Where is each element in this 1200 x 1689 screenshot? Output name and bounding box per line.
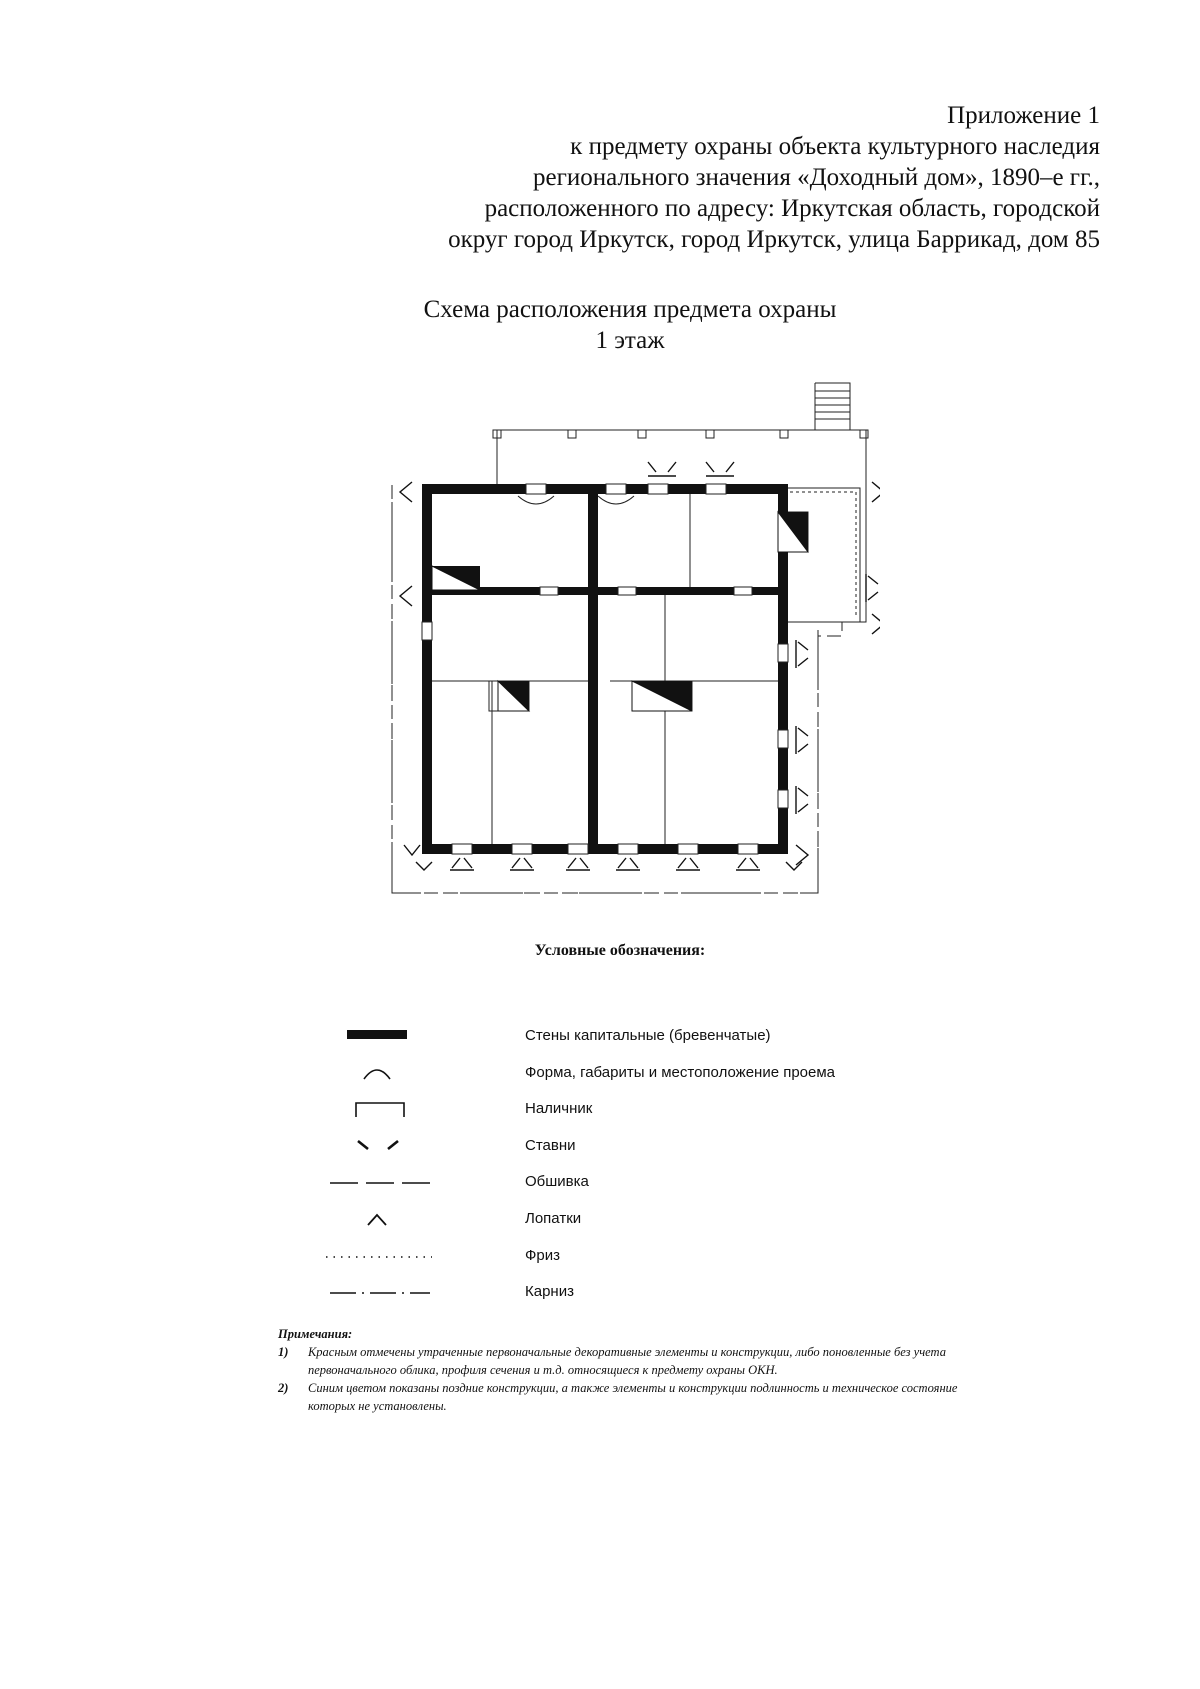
legend-title: Условные обозначения: (534, 942, 706, 959)
note-item (278, 1379, 998, 1415)
caret-icon (320, 1205, 440, 1235)
appendix-address-line-2: округ город Иркутск, город Иркутск, улица Баррикад, дом 85 (448, 226, 1100, 253)
notes (278, 1325, 998, 1415)
legend-label: Стены капитальные (бревенчатые) (525, 1027, 771, 1044)
appendix-subject-line: к предмету охраны объекта культурного наследия (570, 133, 1100, 160)
appendix-number: Приложение 1 (947, 102, 1100, 129)
shutters-icon (320, 1132, 440, 1162)
capital-walls (422, 484, 788, 854)
bracket-icon (320, 1095, 440, 1125)
note-item (278, 1343, 998, 1379)
legend-label: Форма, габариты и местоположение проема (525, 1063, 836, 1081)
legend-row (320, 1059, 920, 1096)
appendix-address-line-1: расположенного по адресу: Иркутская область, городской (484, 195, 1100, 222)
dashed-line-icon (320, 1168, 440, 1198)
thick-bar-icon (320, 1022, 440, 1052)
legend-label: Карниз (525, 1283, 574, 1301)
cladding-outline (392, 485, 842, 893)
note-text: Синим цветом показаны поздние конструкции, а также элементы и конструкции подлинность и техническое состояние которых не установлены. (308, 1381, 958, 1413)
note-text: Красным отмечены утраченные первоначальные декоративные элементы и конструкции, либо поновленные без учета первоначального облика, профиля сечения и т.д. относящиеся к предмету охраны ОКН. (308, 1345, 946, 1377)
appendix-object-line: регионального значения «Доходный дом», 1890–е гг., (533, 164, 1100, 191)
legend-row (320, 1205, 920, 1242)
legend (320, 1022, 920, 1315)
legend-row (320, 1022, 920, 1059)
dashed-boundary (392, 485, 818, 893)
dash-dot-line-icon (320, 1278, 440, 1308)
arc-icon (320, 1059, 440, 1089)
legend-label: Фриз (525, 1246, 561, 1264)
legend-row (320, 1168, 920, 1205)
appendix-header (340, 100, 1100, 255)
legend-label: Обшивка (525, 1173, 589, 1191)
legend-row (320, 1132, 920, 1169)
scheme-title-block (300, 294, 960, 356)
floor-plan-drawing (380, 375, 880, 905)
annex-hatch (790, 492, 856, 618)
stair-outline (815, 383, 850, 430)
note-number: 2) (278, 1381, 289, 1395)
legend-row (320, 1242, 920, 1279)
legend-row (320, 1278, 920, 1315)
legend-label: Ставни (525, 1136, 576, 1154)
floor-label: 1 этаж (595, 327, 665, 354)
legend-label: Лопатки (525, 1209, 582, 1227)
legend-row (320, 1095, 920, 1132)
openings (422, 484, 788, 854)
dotted-line-icon (320, 1242, 440, 1272)
partitions (432, 488, 808, 848)
stair-treads (815, 391, 850, 419)
notes-heading: Примечания: (278, 1327, 353, 1341)
note-number: 1) (278, 1345, 289, 1359)
porch-posts (493, 430, 868, 438)
legend-label: Наличник (525, 1100, 593, 1118)
scheme-title: Схема расположения предмета охраны (423, 296, 837, 323)
annex-outline (786, 488, 860, 622)
